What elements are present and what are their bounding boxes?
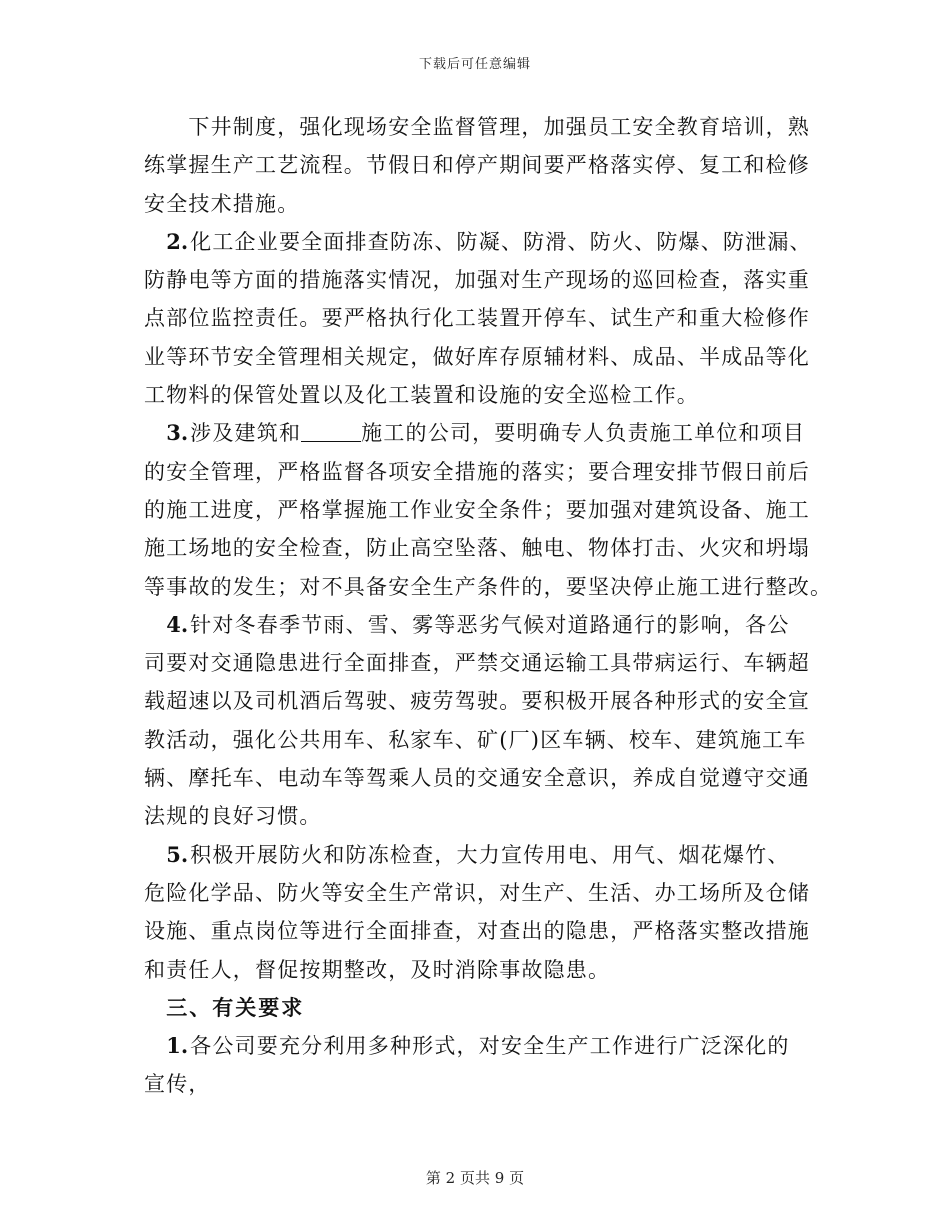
item-number: 5. — [166, 841, 189, 867]
text-line: 司要对交通隐患进行全面排查，严禁交通运输工具带病运行、车辆超 — [144, 651, 810, 676]
text-line: 练掌握生产工艺流程。节假日和停产期间要严格落实停、复工和检修 — [144, 153, 810, 178]
fill-in-blank — [301, 423, 361, 442]
item-text: 针对冬春季节雨、雪、雾等恶劣气候对道路通行的影响，各公 — [190, 612, 790, 637]
text-line: 安全技术措施。 — [144, 191, 300, 216]
text-line: 业等环节安全管理相关规定，做好库存原辅材料、成品、半成品等化 — [144, 344, 810, 369]
document-body — [144, 108, 833, 1104]
item-text: 涉及建筑和 — [190, 421, 302, 446]
text-line — [144, 223, 812, 261]
text-line — [144, 1027, 808, 1065]
item-number: 1. — [166, 1033, 189, 1059]
text-line — [144, 414, 808, 452]
item-text: 化工企业要全面排查防冻、防凝、防滑、防火、防爆、防泄漏、 — [190, 229, 812, 254]
text-line: 的安全管理，严格监督各项安全措施的落实；要合理安排节假日前后 — [144, 459, 810, 484]
item-number: 3. — [166, 420, 189, 446]
item-number: 2. — [166, 228, 189, 254]
text-line: 危险化学品、防火等安全生产常识，对生产、生活、办工场所及仓储 — [144, 880, 810, 905]
text-line: 等事故的发生；对不具备安全生产条件的，要坚决停止施工进行整改。 — [144, 574, 833, 599]
page-header-note: 下载后可任意编辑 — [418, 57, 531, 72]
text-line: 载超速以及司机酒后驾驶、疲劳驾驶。要积极开展各种形式的安全宣 — [144, 689, 810, 714]
item-number: 4. — [166, 611, 189, 637]
item-text: 积极开展防火和防冻检查，大力宣传用电、用气、烟花爆竹、 — [190, 842, 790, 867]
item-text: 各公司要充分利用多种形式，对安全生产工作进行广泛深化的 — [190, 1034, 790, 1059]
text-line: 下井制度，强化现场安全监督管理，加强员工安全教育培训，熟 — [144, 115, 810, 139]
item-text: 施工的公司，要明确专人负责施工单位和项目 — [361, 421, 806, 446]
section-heading: 三、有关要求 — [166, 994, 305, 1020]
text-line: 施工场地的安全检查，防止高空坠落、触电、物体打击、火灾和坍塌 — [144, 536, 810, 561]
text-line: 教活动，强化公共用车、私家车、矿(厂)区车辆、校车、建筑施工车 — [144, 727, 807, 752]
text-line: 的施工进度，严格掌握施工作业安全条件；要加强对建筑设备、施工 — [144, 497, 810, 522]
text-line: 防静电等方面的措施落实情况，加强对生产现场的巡回检查，落实重 — [144, 268, 810, 293]
page-number: 第 2 页共 9 页 — [425, 1169, 525, 1187]
text-line: 点部位监控责任。要严格执行化工装置开停车、试生产和重大检修作 — [144, 306, 810, 331]
text-line: 法规的良好习惯。 — [144, 804, 322, 829]
text-line: 工物料的保管处置以及化工装置和设施的安全巡检工作。 — [144, 383, 699, 408]
text-line: 设施、重点岗位等进行全面排查，对查出的隐患，严格落实整改措施 — [144, 919, 810, 944]
text-line: 辆、摩托车、电动车等驾乘人员的交通安全意识，养成自觉遵守交通 — [144, 766, 810, 791]
text-line — [144, 836, 808, 874]
text-line: 宣传， — [144, 1072, 211, 1097]
text-line — [144, 606, 808, 644]
section-heading-line — [144, 989, 808, 1027]
text-line: 和责任人，督促按期整改，及时消除事故隐患。 — [144, 957, 611, 982]
